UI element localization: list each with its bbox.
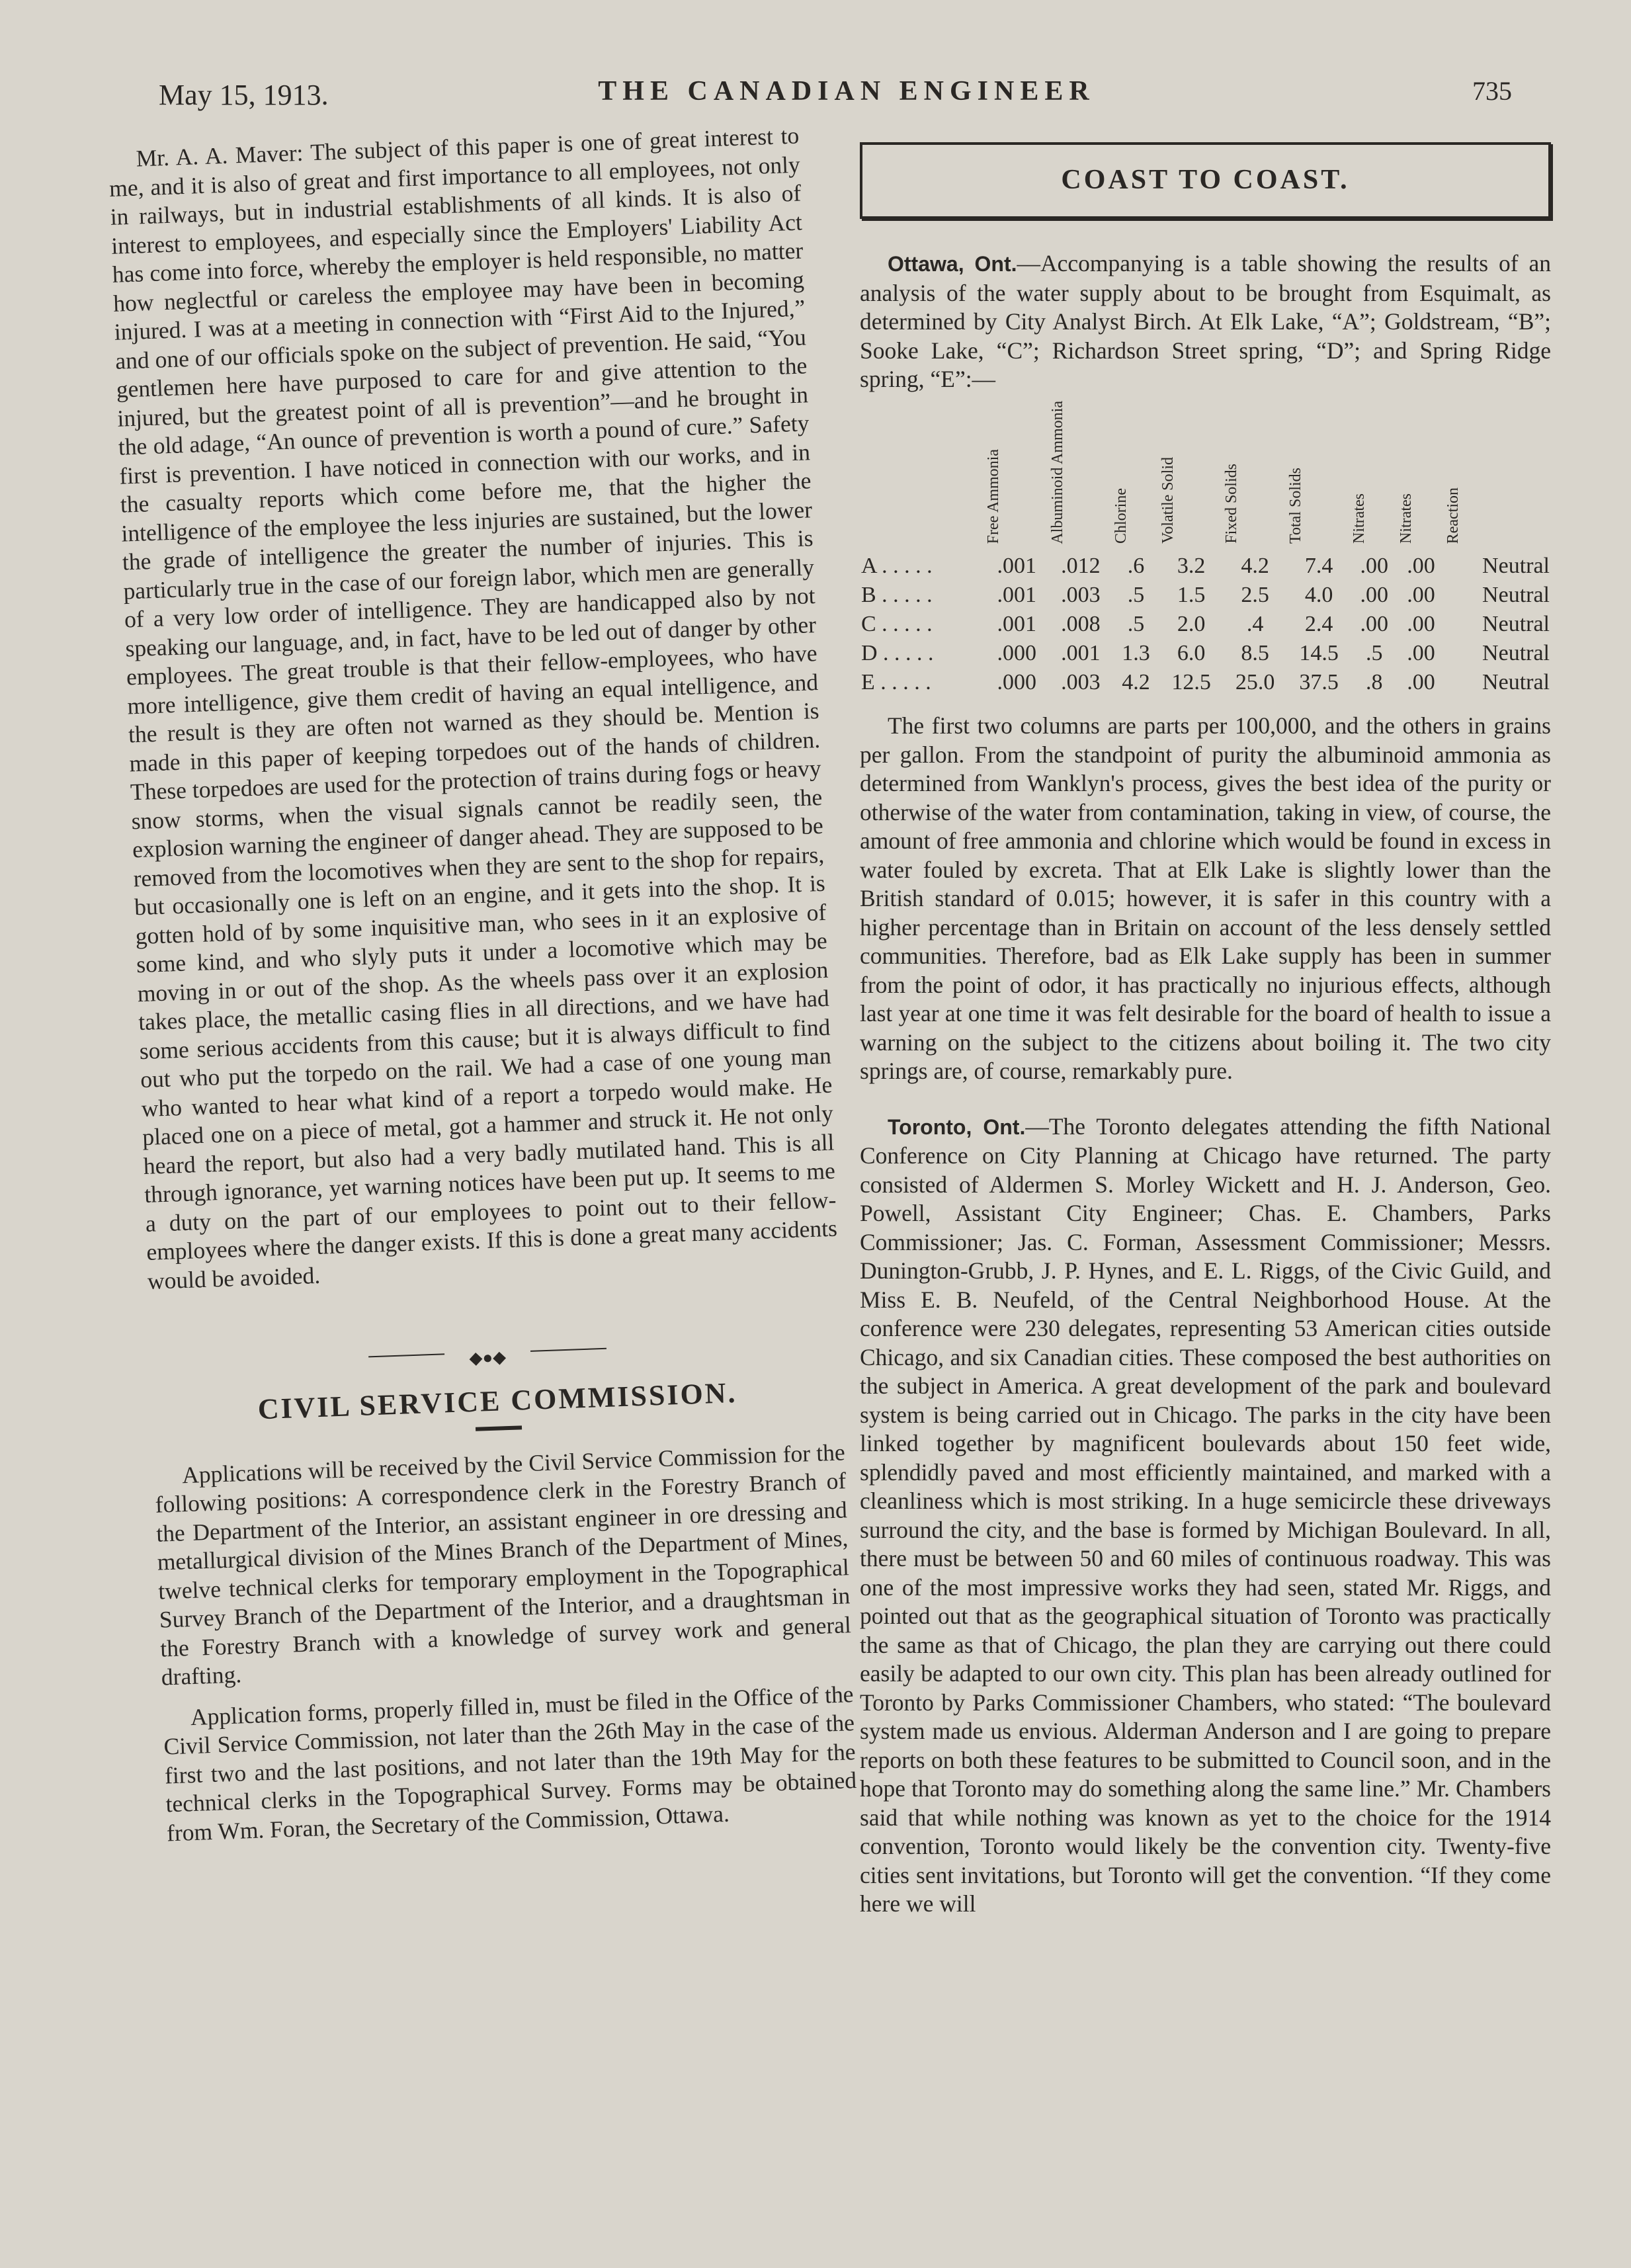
- section-divider: [150, 1327, 842, 1377]
- table-cell: .6: [1127, 554, 1145, 579]
- table-cell: .003: [1061, 670, 1101, 695]
- table-cell: .00: [1407, 554, 1435, 579]
- table-cell: Neutral: [1482, 612, 1550, 637]
- table-cell: .00: [1360, 583, 1389, 608]
- column-header: Free Ammonia: [985, 448, 1002, 544]
- table-cell: 1.3: [1122, 641, 1150, 666]
- page-header: [0, 66, 1631, 119]
- row-label: C . . . . .: [861, 612, 933, 637]
- table-cell: 2.5: [1241, 583, 1269, 608]
- table-cell: .012: [1061, 554, 1101, 579]
- table-cell: 37.5: [1299, 670, 1339, 695]
- table-cell: .001: [997, 583, 1037, 608]
- table-cell: 4.2: [1241, 554, 1269, 579]
- toronto-paragraph: [860, 1113, 1551, 1919]
- coast-to-coast-heading: COAST TO COAST.: [1061, 165, 1350, 196]
- ottawa-analysis-paragraph: The first two columns are parts per 100,000, and the others in grains per gallon. From the standpoint of purity the albuminoid ammonia as determined from Wanklyn's process, gives the best idea of the purity or otherwise of the water from contamination, taking in view, of course, the amount of free ammonia and chlorine which would be found in excess in water fouled by excreta. That at Elk Lake is slightly lower than the British standard of 0.015; however, it is safer in this country with a higher percentage than in Britain on account of the less densely settled communities. Therefore, bad as Elk Lake supply has been in summer from the point of odor, it has practically no injurious effects, although last year at one time it was felt desirable for the board of health to issue a warning on the subject to the citizens about boiling it. The two city springs are, of course, remarkably pure.: [860, 712, 1551, 1085]
- civil-service-paragraph-2: Application forms, properly filled in, must be filed in the Office of the Civil Service Commission, not later than the 26th May in the case of the first two and the last positions, and not later than the 19th May for the technical clerks in the Topographical Survey. Forms may be obtained from Wm. Foran, the Secretary of the Commission, Ottawa.: [163, 1680, 857, 1846]
- table-cell: 8.5: [1241, 641, 1269, 666]
- table-cell: .4: [1246, 612, 1264, 637]
- column-header: Total Solids: [1286, 468, 1304, 544]
- table-cell: 4.0: [1304, 583, 1333, 608]
- row-label: D . . . . .: [861, 641, 934, 666]
- civil-service-paragraph-1: Applications will be received by the Civil Service Commission for the following positions: A correspondence clerk in the Forestry Branch of the Department of the Interior, an assistant engineer in ore dressing and metallurgical division of the Mines Branch of the Department of Mines, twelve technical clerks for temporary employment in the Topographical Survey Branch of the Department of the Interior, and a draughtsman in the Forestry Branch with a knowledge of survey work and general drafting.: [155, 1438, 852, 1691]
- table-cell: .001: [997, 612, 1037, 637]
- table-cell: .000: [997, 641, 1037, 666]
- column-header: Volatile Solid: [1159, 457, 1177, 544]
- table-cell: 2.0: [1177, 612, 1206, 637]
- column-header: Albuminoid Ammonia: [1048, 400, 1066, 544]
- table-cell: .5: [1127, 612, 1145, 637]
- table-cell: .000: [997, 670, 1037, 695]
- table-cell: 1.5: [1177, 583, 1206, 608]
- row-label: A . . . . .: [861, 554, 933, 579]
- table-row: [860, 552, 1551, 581]
- heading-rule: [475, 1425, 521, 1431]
- table-cell: .001: [997, 554, 1037, 579]
- table-cell: 7.4: [1304, 554, 1333, 579]
- toronto-text: —The Toronto delegates attending the fifth National Conference on City Planning at Chicago have returned. The party consisted of Aldermen S. Morley Wickett and H. J. Anderson, Geo. Powell, Assistant City Engineer; Chas. E. Chambers, Parks Commissioner; Jas. C. Forman, Assessment Commissioner; Messrs. Dunington-Grubb, J. P. Hynes, and E. L. Riggs, of the Civic Guild, and Miss E. B. Neufeld, of the Central Neighborhood House. At the conference were 230 delegates, representing 53 American cities outside Chicago, and six Canadian cities. These composed the best authorities on the subject in America. A great development of the park and boulevard system is being carried out in Chicago. The parks in the city have been linked together by magnificent boulevards about 150 feet wide, splendidly paved and most efficiently maintained, and marked with a cleanliness which is most striking. In a huge semicircle these driveways surround the city, and the base is formed by Michigan Boulevard. In all, there must be between 50 and 60 miles of continuous roadway. This was one of the most impressive works they had seen, stated Mr. Riggs, and pointed out that as the geographical situation of Toronto was practically the same as that of Chicago, the plan they are carrying out there could easily be adapted to our own city. This plan has been already outlined for Toronto by Parks Commissioner Chambers, who stated: “The boulevard system made us envious. Alderman Anderson and I are going to prepare reports on both these features to be submitted to Council soon, and in the hope that Toronto may do something along the same line.” Mr. Chambers said that while nothing was known as yet to the choice for the 1914 convention, Toronto would likely be the convention city. Twenty-five cities sent invitations, but Toronto will get the convention. “If they come here we will: [860, 1113, 1552, 1917]
- toronto-lead: Toronto, Ont.: [888, 1114, 1026, 1139]
- table-row: [860, 581, 1551, 610]
- ottawa-lead: Ottawa, Ont.: [888, 252, 1017, 276]
- table-header-row: [860, 401, 1551, 552]
- left-column: [108, 122, 858, 1848]
- discussion-paragraph: Mr. A. A. Maver: The subject of this paper is one of great interest to me, and it is also of great and first importance to all employees, not only in railways, but in industrial establishments of all kinds. It is also of interest to employees, and especially since the Employers' Liability Act has come into force, whereby the employer is held responsible, no matter how neglectful or careless the employee may have been in becoming injured. I was at a meeting in connection with “First Aid to the Injured,” and one of our officials spoke on the subject of prevention. He said, “You gentlemen here have purposed to care for and give attention to the injured, but the greatest point of all is prevention”—and he brought in the old adage, “An ounce of prevention is worth a pound of cure.” Safety first is prevention. I have noticed in connection with our works, and in the casualty reports which come before me, that the higher the intelligence of the employee the less injuries are sustained, but the lower the grade of intelligence the greater the number of injuries. This is particularly true in the case of our foreign labor, which men are generally of a very low order of intelligence. They are handicapped also by not speaking our language, and, in fact, have to be led out of danger by other employees. The great trouble is that their fellow-employees, who have more intelligence, give them credit of having an equal intelligence, and the result is they are often not warned as they should be. Mention is made in this paper of keeping torpedoes out of the hands of children. These torpedoes are used for the protection of trains during fogs or heavy snow storms, when the visual signals cannot be readily seen, the explosion warning the engineer of danger ahead. They are supposed to be removed from the locomotives when they are sent to the shop for repairs, but occasionally one is left on an engine, and it gets into the shop. It is gotten hold of by some inquisitive man, who sees in it an explosive of some kind, and who slyly puts it under a locomotive which may be moving in or out of the shop. As the wheels pass over it an explosion takes place, the metallic casing flies in all directions, and we have had some serious accidents from this cause; but it is always difficult to find out who put the torpedo on the rail. We had a case of one young man who wanted to hear what kind of a report a torpedo would make. He placed one on a piece of metal, got a hammer and struck it. He not only heard the report, but also had a very badly mutilated hand. This is all through ignorance, yet warning notices have been put up. It seems to me a duty on the part of our employees to point out to their fellow-employees where the danger exists. If this is done a great many accidents would be avoided.: [108, 122, 838, 1294]
- table-cell: 6.0: [1177, 641, 1206, 666]
- column-header: Nitrates: [1351, 493, 1368, 544]
- journal-title: THE CANADIAN ENGINEER: [598, 76, 1095, 106]
- table-cell: .001: [1061, 641, 1101, 666]
- table-cell: Neutral: [1482, 670, 1550, 695]
- table-cell: 25.0: [1235, 670, 1275, 695]
- row-label: E . . . . .: [861, 670, 931, 695]
- table-cell: .00: [1360, 554, 1389, 579]
- table-cell: Neutral: [1482, 554, 1550, 579]
- civil-service-heading: CIVIL SERVICE COMMISSION.: [257, 1376, 738, 1426]
- table-cell: .00: [1360, 612, 1389, 637]
- right-column: [860, 142, 1551, 1919]
- table-cell: .5: [1366, 641, 1383, 666]
- table-cell: 2.4: [1304, 612, 1333, 637]
- table-cell: Neutral: [1482, 583, 1550, 608]
- table-row: [860, 610, 1551, 639]
- table-cell: .003: [1061, 583, 1101, 608]
- table-cell: 4.2: [1122, 670, 1150, 695]
- table-cell: .00: [1407, 583, 1435, 608]
- page-number: 735: [1472, 76, 1512, 106]
- table-cell: .8: [1366, 670, 1383, 695]
- row-label: B . . . . .: [861, 583, 933, 608]
- table-cell: .008: [1061, 612, 1101, 637]
- table-cell: Neutral: [1482, 641, 1550, 666]
- table-cell: .5: [1127, 583, 1145, 608]
- column-header: Fixed Solids: [1223, 464, 1241, 544]
- column-header: Chlorine: [1112, 488, 1130, 544]
- column-header: Reaction: [1444, 487, 1462, 544]
- ottawa-intro: [860, 249, 1551, 394]
- table-row: [860, 668, 1551, 697]
- issue-date: May 15, 1913.: [159, 79, 329, 111]
- ottawa-intro-text: —Accompanying is a table showing the results of an analysis of the water supply about to be brought from Esquimalt, as determined by City Analyst Birch. At Elk Lake, “A”; Goldstream, “B”; Sooke Lake, “C”; Richardson Street spring, “D”; and Spring Ridge spring, “E”:—: [860, 250, 1551, 392]
- ornament-icon: ◆●◆: [444, 1342, 531, 1374]
- table-cell: .00: [1407, 612, 1435, 637]
- table-body: [860, 552, 1551, 697]
- table-row: [860, 639, 1551, 668]
- table-cell: .00: [1407, 670, 1435, 695]
- table-cell: 12.5: [1171, 670, 1211, 695]
- table-cell: 3.2: [1177, 554, 1206, 579]
- coast-to-coast-box: [860, 142, 1551, 219]
- table-cell: .00: [1407, 641, 1435, 666]
- column-header: Nitrates: [1398, 493, 1415, 544]
- water-analysis-table: [860, 401, 1551, 698]
- table-cell: 14.5: [1299, 641, 1339, 666]
